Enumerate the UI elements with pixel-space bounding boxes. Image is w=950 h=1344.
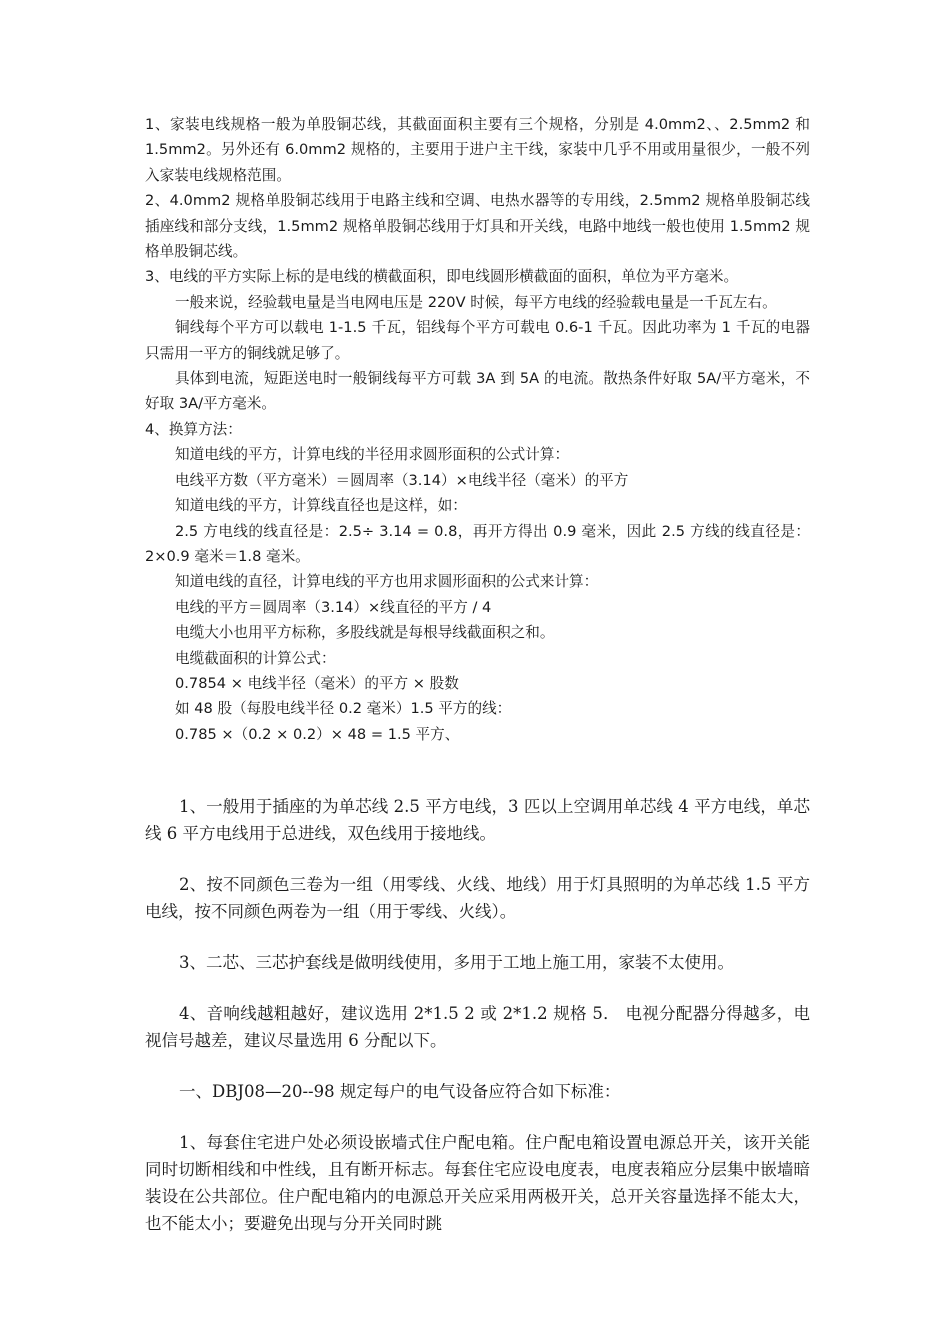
wire-spec-section: [145, 112, 810, 747]
paragraph: 1、家装电线规格一般为单股铜芯线，其截面面积主要有三个规格，分别是 4.0mm2、、2.5mm2 和 1.5mm2。另外还有 6.0mm2 规格的，主要用于进户主干线，家装中几乎不用或用量很少，一般不列入家装电线规格范围。: [145, 116, 810, 184]
paragraph: 3、电线的平方实际上标的是电线的横截面积，即电线圆形横截面的面积，单位为平方毫米。: [145, 268, 739, 286]
paragraph: 2.5 方电线的线直径是：2.5÷ 3.14 = 0.8，再开方得出 0.9 毫米，因此 2.5 方线的线直径是：2×0.9 毫米＝1.8 毫米。: [145, 522, 810, 565]
paragraph: 知道电线的平方，计算线直径也是这样，如：: [175, 497, 467, 515]
wire-usage-section: [145, 793, 810, 1237]
paragraph: 铜线每个平方可以载电 1-1.5 千瓦，铝线每个平方可载电 0.6-1 千瓦。因此功率为 1 千瓦的电器只需用一平方的铜线就足够了。: [145, 319, 810, 362]
paragraph: 1、一般用于插座的为单芯线 2.5 平方电线，3 匹以上空调用单芯线 4 平方电线，单芯线 6 平方电线用于总进线，双色线用于接地线。: [145, 797, 810, 844]
document-page: [145, 112, 810, 1261]
paragraph: 4、换算方法：: [145, 420, 242, 438]
paragraph: 2、按不同颜色三卷为一组（用零线、火线、地线）用于灯具照明的为单芯线 1.5 平方电线，按不同颜色两卷为一组（用于零线、火线）。: [145, 875, 810, 922]
paragraph: 具体到电流，短距送电时一般铜线每平方可载 3A 到 5A 的电流。散热条件好取 5A/平方毫米，不好取 3A/平方毫米。: [145, 370, 810, 413]
paragraph: 知道电线的直径，计算电线的平方也用求圆形面积的公式来计算：: [175, 573, 599, 591]
section-heading: 一、DBJ08—20--98 规定每户的电气设备应符合如下标准：: [179, 1082, 621, 1102]
paragraph: 3、二芯、三芯护套线是做明线使用，多用于工地上施工用，家装不太使用。: [179, 953, 734, 973]
formula-line: 电线平方数（平方毫米）＝圆周率（3.14）×电线半径（毫米）的平方: [175, 471, 629, 489]
paragraph: 4、音响线越粗越好，建议选用 2*1.5 2 或 2*1.2 规格 5． 电视分配器分得越多，电视信号越差，建议尽量选用 6 分配以下。: [145, 1004, 810, 1051]
paragraph: 一般来说，经验载电量是当电网电压是 220V 时候，每平方电线的经验载电量是一千瓦左右。: [175, 293, 777, 311]
paragraph: 电缆大小也用平方标称，多股线就是每根导线截面积之和。: [175, 624, 555, 642]
paragraph: 1、每套住宅进户处必须设嵌墙式住户配电箱。住户配电箱设置电源总开关，该开关能同时切断相线和中性线，且有断开标志。每套住宅应设电度表，电度表箱应分层集中嵌墙暗装设在公共部位。住户配电箱内的电源总开关应采用两极开关，总开关容量选择不能太大，也不能太小；要避免出现与分开关同时跳: [145, 1133, 810, 1234]
formula-line: 0.7854 × 电线半径（毫米）的平方 × 股数: [175, 674, 459, 692]
paragraph: 电缆截面积的计算公式：: [175, 649, 336, 667]
paragraph: 如 48 股（每股电线半径 0.2 毫米）1.5 平方的线：: [175, 700, 512, 718]
paragraph: 知道电线的平方，计算电线的半径用求圆形面积的公式计算：: [175, 446, 570, 464]
formula-line: 电线的平方＝圆周率（3.14）×线直径的平方 / 4: [175, 598, 492, 616]
formula-line: 0.785 ×（0.2 × 0.2）× 48 = 1.5 平方、: [175, 725, 460, 743]
paragraph: 2、4.0mm2 规格单股铜芯线用于电路主线和空调、电热水器等的专用线，2.5mm2 规格单股铜芯线插座线和部分支线，1.5mm2 规格单股铜芯线用于灯具和开关线，电路中地线一般也使用 1.5mm2 规格单股铜芯线。: [145, 192, 810, 261]
